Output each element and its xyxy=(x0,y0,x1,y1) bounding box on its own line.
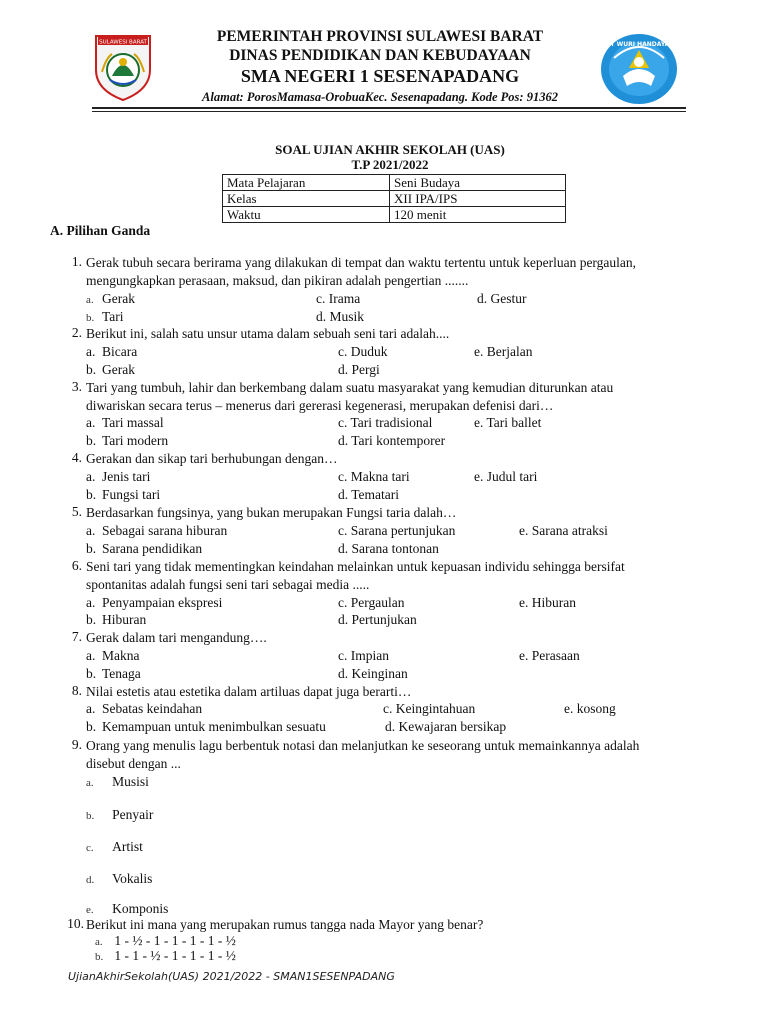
option-c: c. Keingintahuan xyxy=(383,701,476,716)
option-letter: b. xyxy=(86,719,97,734)
option-d xyxy=(86,870,152,889)
option-b xyxy=(86,718,326,736)
info-value: Seni Budaya xyxy=(390,175,566,191)
question-line: diwariskan secara terus – menerus dari gererasi kegenerasi, merupakan defenisi dari… xyxy=(86,398,554,413)
option-a xyxy=(86,522,227,540)
option-d: d. Tari kontemporer xyxy=(338,433,446,448)
option-d: d. Tematari xyxy=(338,487,400,502)
question-line: Nilai estetis atau estetika dalam artiluas dapat juga berarti… xyxy=(86,684,412,699)
info-value: XII IPA/IPS xyxy=(390,191,566,207)
option-e: e. Judul tari xyxy=(474,469,538,484)
question-number: 10. xyxy=(67,916,84,931)
question-line: Tari yang tumbuh, lahir dan berkembang dalam suatu masyarakat yang kemudian diturunkan atau xyxy=(86,380,614,395)
question-text xyxy=(86,379,716,415)
section-title: A. Pilihan Ganda xyxy=(50,223,151,238)
question-line: Gerakan dan sikap tari berhubungan dengan… xyxy=(86,451,338,466)
option-b xyxy=(86,540,202,558)
question-text xyxy=(86,683,716,701)
option-b xyxy=(95,947,236,966)
info-value: 120 menit xyxy=(390,207,566,223)
option-text: Sebatas keindahan xyxy=(102,701,203,716)
option-text: Sebagai sarana hiburan xyxy=(102,523,228,538)
tut-wuri-logo-text: TUT WURI HANDAYANI xyxy=(601,41,677,48)
question-line: spontanitas adalah fungsi seni tari sebagai media ..... xyxy=(86,577,370,592)
question-line: Orang yang menulis lagu berbentuk notasi dan melanjutkan ke seseorang untuk memainkannya adalah xyxy=(86,738,640,753)
option-text: Penyampaian ekspresi xyxy=(102,595,223,610)
question-line: Gerak tubuh secara berirama yang dilakukan di tempat dan waktu tertentu untuk keperluan pergaulan, xyxy=(86,255,637,270)
question-line: disebut dengan ... xyxy=(86,756,181,771)
header-divider xyxy=(92,107,686,109)
option-letter: a. xyxy=(86,294,94,306)
option-a xyxy=(86,773,149,792)
option-text: 1 - 1 - ½ - 1 - 1 - 1 - ½ xyxy=(114,948,236,963)
option-letter: a. xyxy=(95,936,103,948)
option-text: Penyair xyxy=(112,807,154,822)
school-address: Alamat: PorosMamasa-OrobuaKec. Sesenapadang. Kode Pos: 91362 xyxy=(202,90,558,104)
option-text: Vokalis xyxy=(112,871,153,886)
option-a xyxy=(86,700,202,718)
option-b xyxy=(86,432,168,450)
question-text xyxy=(86,737,716,773)
option-text: Tari massal xyxy=(102,415,164,430)
option-text: Artist xyxy=(112,839,143,854)
option-e: e. Hiburan xyxy=(519,595,576,610)
option-letter: b. xyxy=(86,810,95,822)
option-a xyxy=(86,594,222,612)
page-footer: UjianAkhirSekolah(UAS) 2021/2022 - SMAN1SESENPADANG xyxy=(68,970,395,983)
option-c: c. Tari tradisional xyxy=(338,415,433,430)
question-line: Berikut ini, salah satu unsur utama dalam sebuah seni tari adalah.... xyxy=(86,326,450,341)
option-c: c. Duduk xyxy=(338,344,388,359)
option-e: e. Tari ballet xyxy=(474,415,542,430)
option-text: Gerak xyxy=(102,291,135,306)
header-line-2: DINAS PENDIDIKAN DAN KEBUDAYAAN xyxy=(229,47,531,64)
option-d: d. Sarana tontonan xyxy=(338,541,439,556)
option-b xyxy=(86,486,160,504)
exam-title: SOAL UJIAN AKHIR SEKOLAH (UAS) xyxy=(275,142,505,157)
question-text xyxy=(86,558,716,594)
option-e: e. Perasaan xyxy=(519,648,580,663)
question-text xyxy=(86,254,716,290)
question-number: 4. xyxy=(71,450,82,465)
option-text: Bicara xyxy=(102,344,138,359)
option-c: c. Pergaulan xyxy=(338,595,405,610)
option-text: Komponis xyxy=(112,901,169,916)
question-line: Berikut ini mana yang merupakan rumus tangga nada Mayor yang benar? xyxy=(86,917,484,932)
question-text xyxy=(86,450,716,468)
option-letter: e. xyxy=(86,904,94,916)
option-letter: d. xyxy=(86,874,95,886)
option-letter: a. xyxy=(86,469,96,484)
tut-wuri-handayani-logo xyxy=(598,32,680,106)
question-line: Berdasarkan fungsinya, yang bukan merupakan Fungsi taria dalah… xyxy=(86,505,457,520)
option-letter: a. xyxy=(86,648,96,663)
option-letter: a. xyxy=(86,701,96,716)
option-letter: b. xyxy=(86,541,97,556)
option-a xyxy=(86,414,164,432)
option-d: d. Musik xyxy=(316,309,365,324)
option-letter: b. xyxy=(86,487,97,502)
exam-info-table xyxy=(222,174,566,223)
option-letter: b. xyxy=(86,433,97,448)
school-name: SMA NEGERI 1 SESENAPADANG xyxy=(240,66,520,86)
option-d: d. Pergi xyxy=(338,362,380,377)
question-text xyxy=(86,325,716,343)
exam-year: T.P 2021/2022 xyxy=(351,157,429,172)
option-text: 1 - ½ - 1 - 1 - 1 - 1 - ½ xyxy=(114,933,236,948)
option-letter: b. xyxy=(86,312,95,324)
option-a xyxy=(86,290,135,309)
option-e: e. Sarana atraksi xyxy=(519,523,608,538)
question-number: 2. xyxy=(71,325,82,340)
option-text: Kemampuan untuk menimbulkan sesuatu xyxy=(102,719,326,734)
header-divider-thin xyxy=(92,111,686,112)
option-a xyxy=(86,343,137,361)
question-number: 6. xyxy=(71,558,82,573)
info-label: Kelas xyxy=(223,191,390,207)
question-line: mengungkapkan perasaan, maksud, dan pikiran adalah pengertian ....... xyxy=(86,273,469,288)
option-b xyxy=(86,806,153,825)
option-letter: a. xyxy=(86,415,96,430)
option-letter: a. xyxy=(86,777,94,789)
info-label: Waktu xyxy=(223,207,390,223)
option-text: Musisi xyxy=(112,774,149,789)
question-number: 9. xyxy=(71,737,82,752)
option-c: c. Makna tari xyxy=(338,469,410,484)
option-e: d. Gestur xyxy=(477,291,527,306)
table-row xyxy=(223,207,566,223)
option-letter: a. xyxy=(86,523,96,538)
option-text: Fungsi tari xyxy=(102,487,161,502)
option-letter: a. xyxy=(86,595,96,610)
info-label: Mata Pelajaran xyxy=(223,175,390,191)
question-number: 3. xyxy=(71,379,82,394)
option-letter: a. xyxy=(86,344,96,359)
question-text xyxy=(86,504,716,522)
option-b xyxy=(86,665,141,683)
option-d: d. Kewajaran bersikap xyxy=(385,719,507,734)
sulbar-logo-text: SULAWESI BARAT xyxy=(99,39,147,46)
option-c: c. Sarana pertunjukan xyxy=(338,523,456,538)
header-line-1: PEMERINTAH PROVINSI SULAWESI BARAT xyxy=(216,28,544,45)
option-a xyxy=(86,647,140,665)
option-e: e. kosong xyxy=(564,701,616,716)
option-c xyxy=(86,838,143,857)
question-line: Gerak dalam tari mengandung…. xyxy=(86,630,267,645)
option-b xyxy=(86,611,146,629)
option-letter: b. xyxy=(86,666,97,681)
sulbar-logo xyxy=(90,32,156,102)
option-letter: c. xyxy=(86,842,94,854)
option-text: Hiburan xyxy=(102,612,147,627)
question-text xyxy=(86,629,716,647)
option-letter: b. xyxy=(86,362,97,377)
question-number: 7. xyxy=(71,629,82,644)
option-c: c. Impian xyxy=(338,648,389,663)
option-d: d. Pertunjukan xyxy=(338,612,417,627)
option-letter: b. xyxy=(95,951,104,963)
option-e: e. Berjalan xyxy=(474,344,533,359)
option-text: Tenaga xyxy=(102,666,141,681)
table-row xyxy=(223,191,566,207)
option-text: Tari modern xyxy=(102,433,169,448)
option-text: Makna xyxy=(102,648,140,663)
option-c: c. Irama xyxy=(316,291,361,306)
question-number: 1. xyxy=(71,254,82,269)
question-number: 5. xyxy=(71,504,82,519)
option-text: Gerak xyxy=(102,362,135,377)
question-number: 8. xyxy=(71,683,82,698)
option-b xyxy=(86,361,135,379)
table-row xyxy=(223,175,566,191)
option-a xyxy=(86,468,150,486)
option-d: d. Keinginan xyxy=(338,666,408,681)
question-line: Seni tari yang tidak mementingkan keindahan melainkan untuk kepuasan individu sehingga bersifat xyxy=(86,559,625,574)
option-letter: b. xyxy=(86,612,97,627)
option-text: Tari xyxy=(102,309,124,324)
option-text: Jenis tari xyxy=(102,469,151,484)
option-text: Sarana pendidikan xyxy=(102,541,203,556)
